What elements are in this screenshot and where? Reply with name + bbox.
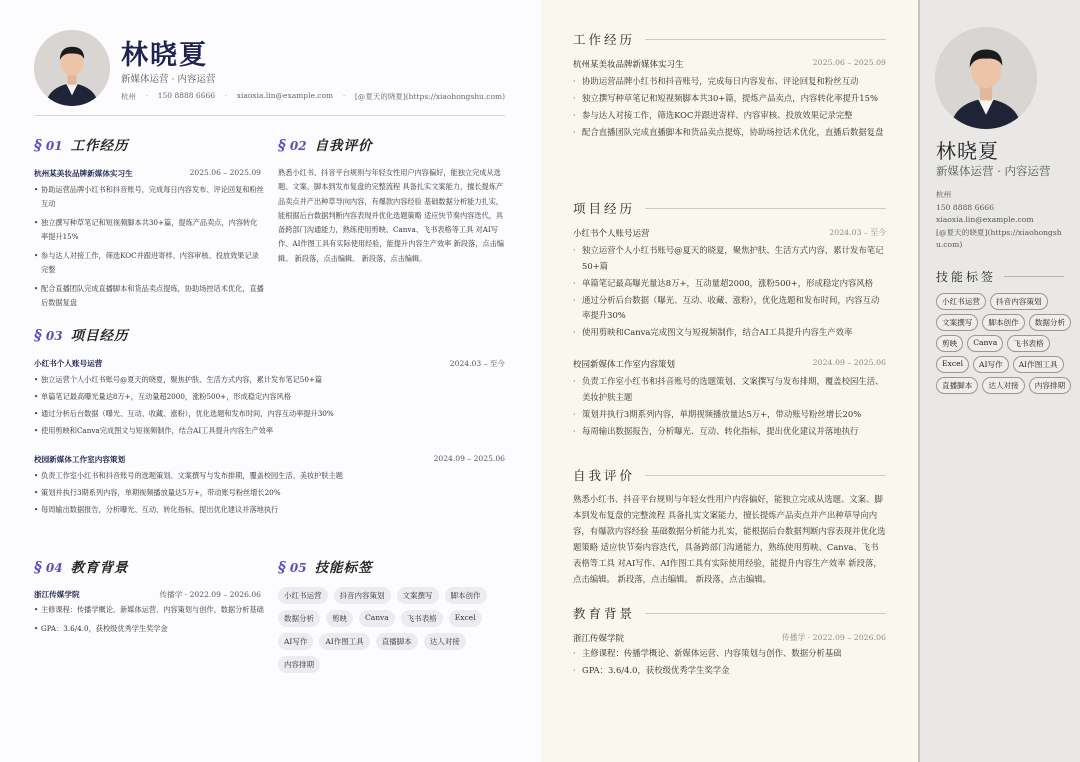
list-item: • 使用剪映和Canva完成图文与短视频制作，结合AI工具提升内容生产效率 bbox=[34, 424, 505, 438]
section-title: 自我评价 bbox=[314, 138, 373, 154]
skill-tag: AI写作 bbox=[278, 633, 313, 650]
education-bullets bbox=[573, 646, 886, 680]
list-item: • 配合直播团队完成直播脚本和货品卖点提炼，协助场控话术优化，直播后数据复盘 bbox=[34, 282, 264, 310]
list-item: • 单篇笔记最高曝光量达8万+，互动量超2000，涨粉500+，形成稳定内容风格 bbox=[34, 390, 505, 404]
heading-rule bbox=[1004, 276, 1064, 277]
work-bullets bbox=[573, 74, 886, 142]
skill-tag: 数据分析 bbox=[1029, 314, 1071, 331]
list-item: • 协助运营品牌小红书和抖音账号，完成每日内容发布、评论回复和粉丝互动 bbox=[34, 183, 264, 211]
section-title: 工作经历 bbox=[573, 32, 636, 47]
section-heading-skills bbox=[936, 268, 1064, 285]
list-item: · 协助运营品牌小红书和抖音账号，完成每日内容发布、评论回复和粉丝互动 bbox=[573, 74, 886, 90]
skill-tags bbox=[278, 587, 508, 673]
section-number: 05 bbox=[289, 561, 307, 575]
project-entry-header bbox=[573, 358, 886, 370]
separator: · bbox=[224, 91, 228, 100]
section-heading-projects bbox=[34, 324, 129, 344]
heading-rule bbox=[645, 208, 886, 209]
education-meta: 传播学 · 2022.09 – 2026.06 bbox=[159, 590, 261, 599]
heading-rule bbox=[645, 475, 886, 476]
section-heading-education bbox=[573, 604, 886, 622]
skill-tag: 小红书运营 bbox=[936, 293, 986, 310]
skill-tag: 达人对接 bbox=[424, 633, 466, 650]
candidate-title: 新媒体运营 · 内容运营 bbox=[121, 74, 216, 85]
skill-tag: Excel bbox=[936, 356, 969, 373]
project-bullets bbox=[573, 243, 886, 342]
avatar-photo-icon bbox=[34, 30, 110, 106]
project-bullets bbox=[573, 374, 886, 441]
section-title: 教育背景 bbox=[573, 606, 636, 621]
skill-tag: 直播脚本 bbox=[936, 377, 978, 394]
list-item: • 策划并执行3期系列内容，单期视频播放量达5万+，带动账号粉丝增长20% bbox=[34, 486, 505, 500]
section-number: 03 bbox=[45, 329, 63, 343]
company-name: 杭州某美妆品牌新媒体实习生 bbox=[34, 169, 133, 178]
list-item: · 使用剪映和Canva完成图文与短视频制作，结合AI工具提升内容生产效率 bbox=[573, 325, 886, 341]
school-name: 浙江传媒学院 bbox=[573, 634, 625, 644]
list-item: · 配合直播团队完成直播脚本和货品卖点提炼，协助场控话术优化，直播后数据复盘 bbox=[573, 125, 886, 141]
project-entry-header bbox=[34, 454, 505, 465]
list-item: • 参与达人对接工作，筛选KOC并跟进寄样、内容审核、投放效果记录完整 bbox=[34, 249, 264, 277]
skill-tag: 脚本创作 bbox=[445, 587, 487, 604]
education-entry-header bbox=[573, 632, 886, 644]
project-date: 2024.03 – 至今 bbox=[829, 228, 886, 237]
skill-tag: AI作图工具 bbox=[1013, 356, 1064, 373]
candidate-name: 林晓夏 bbox=[936, 139, 999, 163]
work-date: 2025.06 – 2025.09 bbox=[189, 168, 261, 177]
section-heading-summary bbox=[278, 134, 373, 154]
project-name: 校园新媒体工作室内容策划 bbox=[573, 360, 676, 370]
list-item: · 策划并执行3期系列内容，单期视频播放量达5万+，带动账号粉丝增长20% bbox=[573, 407, 886, 423]
contact-email[interactable]: xiaoxia.lin@example.com bbox=[236, 91, 334, 100]
skill-tag: 抖音内容策划 bbox=[990, 293, 1048, 310]
skill-tag: 达人对接 bbox=[982, 377, 1024, 394]
work-bullets bbox=[34, 183, 264, 315]
skill-tag: Canva bbox=[359, 610, 395, 627]
school-name: 浙江传媒学院 bbox=[34, 590, 80, 599]
list-item: • 独立运营个人小红书账号@夏天的晓夏，聚焦护肤、生活方式内容，累计发布笔记50+篇 bbox=[34, 373, 505, 387]
project-bullets bbox=[34, 373, 505, 441]
section-heading-work bbox=[34, 134, 129, 154]
project-entry-header bbox=[34, 358, 505, 369]
list-item: • 主修课程：传播学概论、新媒体运营、内容策划与创作、数据分析基础 bbox=[34, 603, 264, 617]
section-heading-education bbox=[34, 556, 129, 576]
project-date: 2024.03 – 至今 bbox=[449, 359, 505, 368]
list-item: · 独立运营个人小红书账号@夏天的晓夏，聚焦护肤、生活方式内容，累计发布笔记50+篇 bbox=[573, 243, 886, 274]
heading-rule bbox=[645, 613, 886, 614]
work-entry-header bbox=[573, 58, 886, 70]
skill-tag: AI作图工具 bbox=[319, 633, 369, 650]
contact-social-link[interactable]: [@夏天的晓夏](https://xiaohongshu.com) bbox=[354, 92, 505, 101]
section-heading-work bbox=[573, 30, 886, 48]
avatar bbox=[935, 27, 1037, 129]
work-date: 2025.06 – 2025.09 bbox=[812, 58, 886, 67]
skill-tags bbox=[936, 293, 1072, 394]
separator: · bbox=[342, 91, 346, 100]
contact-phone: 150 8888 6666 bbox=[936, 202, 994, 212]
project-name: 校园新媒体工作室内容策划 bbox=[34, 455, 126, 464]
skill-tag: 文案撰写 bbox=[936, 314, 978, 331]
skill-tag: Canva bbox=[967, 335, 1003, 352]
list-item: · 参与达人对接工作，筛选KOC并跟进寄样、内容审核、投放效果记录完整 bbox=[573, 108, 886, 124]
company-name: 杭州某美妆品牌新媒体实习生 bbox=[573, 60, 684, 70]
section-symbol: § bbox=[278, 136, 286, 154]
contact-city: 杭州 bbox=[121, 92, 136, 101]
skill-tag: 数据分析 bbox=[278, 610, 320, 627]
separator: · bbox=[145, 91, 149, 100]
list-item: • GPA：3.6/4.0，获校级优秀学生奖学金 bbox=[34, 622, 264, 636]
list-item: • 每周输出数据报告，分析曝光、互动、转化指标，提出优化建议并落地执行 bbox=[34, 503, 505, 517]
education-bullets bbox=[34, 603, 264, 641]
skill-tag: 内容排期 bbox=[1029, 377, 1071, 394]
education-entry-header bbox=[34, 589, 261, 600]
section-number: 01 bbox=[45, 139, 63, 153]
list-item: • 通过分析后台数据（曝光、互动、收藏、涨粉），优化选题和发布时间，内容互动率提升30% bbox=[34, 407, 505, 421]
skill-tag: 抖音内容策划 bbox=[334, 587, 391, 604]
list-item: · 主修课程：传播学概论、新媒体运营、内容策划与创作、数据分析基础 bbox=[573, 646, 886, 662]
section-heading-summary bbox=[573, 466, 886, 484]
list-item: · 单篇笔记最高曝光量达8万+，互动量超2000，涨粉500+，形成稳定内容风格 bbox=[573, 276, 886, 292]
section-title: 项目经历 bbox=[573, 201, 636, 216]
section-symbol: § bbox=[34, 136, 42, 154]
summary-text: 熟悉小红书、抖音平台规则与年轻女性用户内容偏好，能独立完成从选题、文案、脚本到发布复盘的完整流程 具备扎实文案能力，擅长提炼产品卖点并产出种草导向内容，有爆款内容经验 基础数据分析能力扎实，能根据后台数据判断内容表现并优化选题策略 适应快节奏内容迭代，具备跨部门沟通能力，熟练使用剪映、Canva、飞书表格等工具 对AI写作、AI作图工具有实际使用经验，能提升内容生产效率 新段落，点击编辑。 新段落，点击编辑。 新段落，点击编辑。 bbox=[573, 494, 886, 584]
section-number: 02 bbox=[289, 139, 307, 153]
skill-tag: 文案撰写 bbox=[397, 587, 439, 604]
project-date: 2024.09 – 2025.06 bbox=[433, 454, 505, 463]
list-item: • 负责工作室小红书和抖音账号的选题策划、文案撰写与发布排期，覆盖校园生活、美妆护肤主题 bbox=[34, 469, 505, 483]
skill-tag: 飞书表格 bbox=[1007, 335, 1049, 352]
project-entry-header bbox=[573, 227, 886, 239]
contact-phone: 150 8888 6666 bbox=[157, 91, 216, 100]
list-item: · 负责工作室小红书和抖音账号的选题策划、文案撰写与发布排期，覆盖校园生活、美妆护肤主题 bbox=[573, 374, 886, 405]
section-heading-skills bbox=[278, 556, 373, 576]
work-entry-header bbox=[34, 168, 261, 179]
resume-page-middle bbox=[541, 0, 918, 762]
header-divider bbox=[34, 115, 505, 116]
section-title: 工作经历 bbox=[70, 138, 129, 154]
skill-tag: 内容排期 bbox=[278, 656, 320, 673]
skill-tag: Excel bbox=[449, 610, 482, 627]
section-title: 自我评价 bbox=[573, 468, 636, 483]
project-date: 2024.09 – 2025.06 bbox=[812, 358, 886, 367]
summary-text: 熟悉小红书、抖音平台规则与年轻女性用户内容偏好，能独立完成从选题、文案、脚本到发布复盘的完整流程 具备扎实文案能力，擅长提炼产品卖点并产出种草导向内容，有爆款内容经验 基础数据分析能力扎实，能根据后台数据判断内容表现并优化选题策略 适应快节奏内容迭代，具备跨部门沟通能力，熟练使用剪映、Canva、飞书表格等工具 对AI写作、AI作图工具有实际使用经验，能提升内容生产效率 新段落，点击编辑。 新段落，点击编辑。 新段落，点击编辑。 bbox=[278, 168, 504, 263]
section-symbol: § bbox=[278, 558, 286, 576]
project-name: 小红书个人账号运营 bbox=[573, 229, 650, 239]
skill-tag: 剪映 bbox=[326, 610, 353, 627]
section-number: 04 bbox=[45, 561, 63, 575]
contact-city: 杭州 bbox=[936, 190, 952, 199]
contact-block bbox=[936, 189, 1064, 252]
candidate-name: 林晓夏 bbox=[121, 40, 208, 71]
project-bullets bbox=[34, 469, 505, 520]
education-meta: 传播学 · 2022.09 – 2026.06 bbox=[781, 633, 886, 642]
list-item: · 每周输出数据报告，分析曝光、互动、转化指标，提出优化建议并落地执行 bbox=[573, 424, 886, 440]
contact-line bbox=[121, 91, 505, 102]
section-title: 技能标签 bbox=[314, 560, 373, 576]
section-title: 教育背景 bbox=[70, 560, 129, 576]
list-item: · 独立撰写种草笔记和短视频脚本共30+篇，提炼产品卖点，内容转化率提升15% bbox=[573, 91, 886, 107]
candidate-title: 新媒体运营 · 内容运营 bbox=[936, 164, 1051, 178]
contact-email[interactable]: xiaoxia.lin@example.com bbox=[936, 215, 1034, 225]
section-title: 技能标签 bbox=[936, 270, 997, 284]
list-item: · GPA：3.6/4.0，获校级优秀学生奖学金 bbox=[573, 663, 886, 679]
section-symbol: § bbox=[34, 558, 42, 576]
list-item: · 通过分析后台数据（曝光、互动、收藏、涨粉），优化选题和发布时间，内容互动率提升30% bbox=[573, 293, 886, 324]
resume-sidebar bbox=[918, 0, 1080, 762]
heading-rule bbox=[645, 39, 886, 40]
skill-tag: 剪映 bbox=[936, 335, 963, 352]
skill-tag: 小红书运营 bbox=[278, 587, 328, 604]
section-heading-projects bbox=[573, 199, 886, 217]
skill-tag: 直播脚本 bbox=[376, 633, 418, 650]
avatar-photo-icon bbox=[935, 27, 1037, 129]
contact-social-link[interactable]: [@夏天的晓夏](https://xiaohongshu.com) bbox=[936, 227, 1062, 250]
list-item: • 独立撰写种草笔记和短视频脚本共30+篇，提炼产品卖点，内容转化率提升15% bbox=[34, 216, 264, 244]
skill-tag: 脚本创作 bbox=[982, 314, 1024, 331]
section-title: 项目经历 bbox=[70, 328, 129, 344]
section-symbol: § bbox=[34, 326, 42, 344]
skill-tag: AI写作 bbox=[973, 356, 1009, 373]
avatar bbox=[34, 30, 110, 106]
project-name: 小红书个人账号运营 bbox=[34, 359, 103, 368]
skill-tag: 飞书表格 bbox=[401, 610, 443, 627]
